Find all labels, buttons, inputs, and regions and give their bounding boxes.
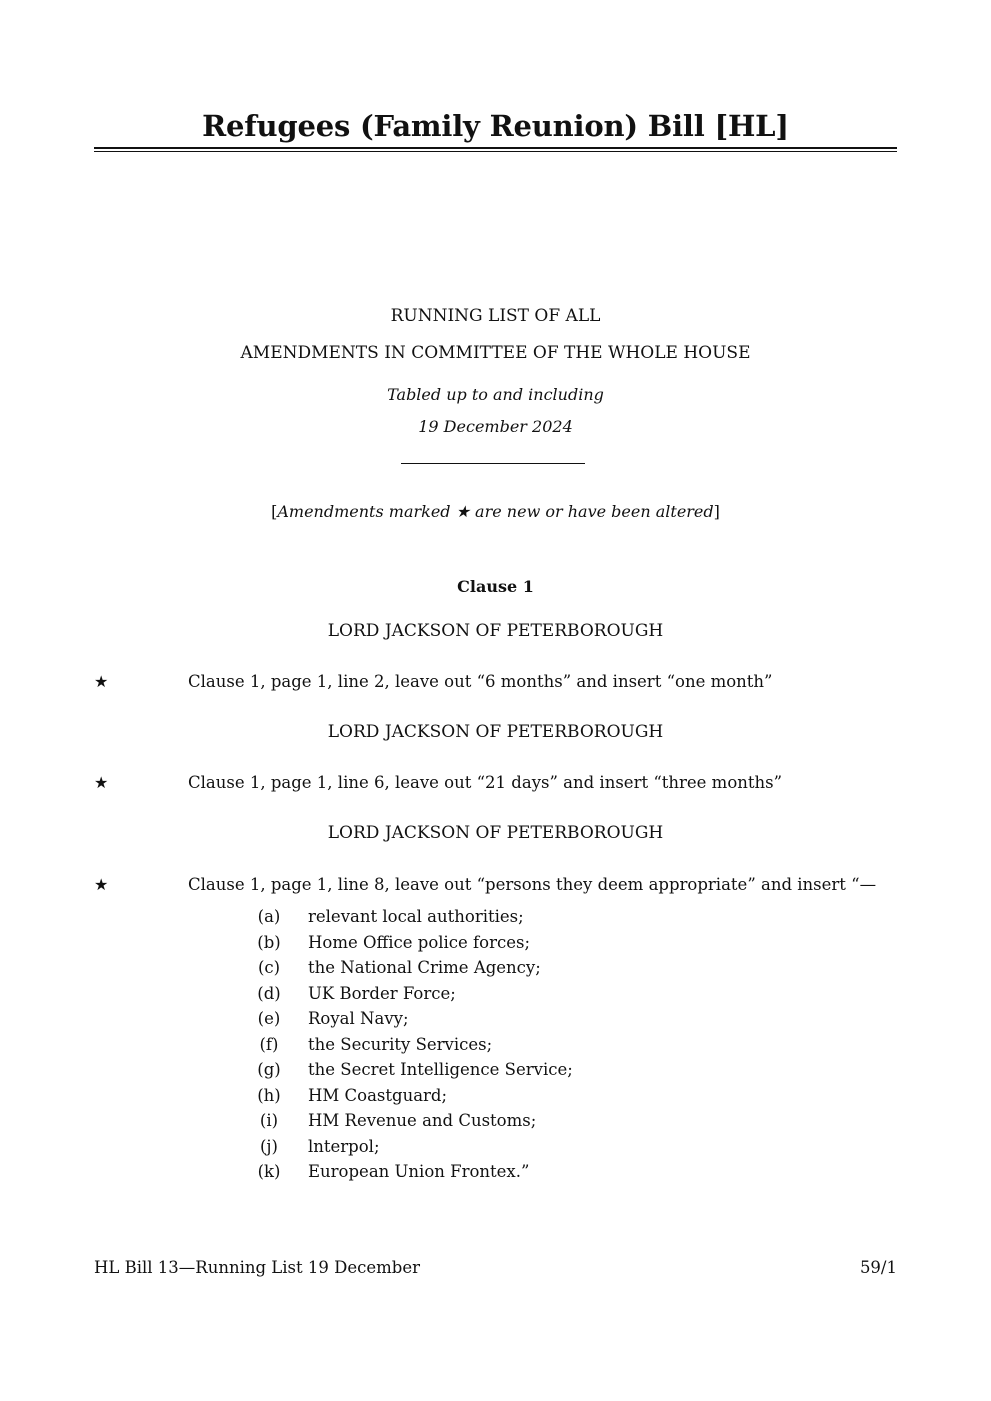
list-item xyxy=(250,1161,529,1186)
amendment-text: Clause 1, page 1, line 6, leave out “21 days” and insert “three months” xyxy=(188,773,783,792)
list-item-letter: (h) xyxy=(257,1086,281,1105)
separator-rule xyxy=(401,463,585,464)
clause-heading: Clause 1 xyxy=(457,577,534,596)
list-item-text: relevant local authorities; xyxy=(308,907,524,926)
list-item xyxy=(250,1110,536,1135)
list-item-letter: (e) xyxy=(257,1009,281,1028)
list-item xyxy=(250,1008,409,1033)
note-text-before: Amendments marked xyxy=(277,502,456,521)
tabled-date: 19 December 2024 xyxy=(418,417,573,436)
list-item xyxy=(250,1136,380,1161)
list-item-letter: (i) xyxy=(259,1111,279,1130)
list-item-text: the Security Services; xyxy=(308,1035,493,1054)
list-item-text: HM Coastguard; xyxy=(308,1086,448,1105)
list-item-letter: (d) xyxy=(257,984,281,1003)
list-item-letter: (j) xyxy=(260,1137,278,1156)
footer-bill-reference: HL Bill 13—Running List 19 December xyxy=(94,1258,420,1277)
star-icon: ★ xyxy=(455,502,470,521)
list-item-text: the Secret Intelligence Service; xyxy=(308,1060,573,1079)
list-item xyxy=(250,1034,492,1059)
list-item-letter: (c) xyxy=(257,958,281,977)
list-item xyxy=(250,1085,447,1110)
list-item-text: European Union Frontex.” xyxy=(308,1162,530,1181)
amendment-text: Clause 1, page 1, line 8, leave out “persons they deem appropriate” and insert “— xyxy=(188,875,877,894)
list-item-text: Home Office police forces; xyxy=(308,933,531,952)
sponsor-name: LORD JACKSON OF PETERBOROUGH xyxy=(327,621,664,641)
list-item-text: HM Revenue and Customs; xyxy=(308,1111,537,1130)
footer-page-number: 59/1 xyxy=(859,1258,897,1277)
bill-title: Refugees (Family Reunion) Bill [HL] xyxy=(202,109,789,143)
list-item xyxy=(250,906,524,931)
sponsor-name: LORD JACKSON OF PETERBOROUGH xyxy=(327,823,664,843)
running-list-heading-line2: AMENDMENTS IN COMMITTEE OF THE WHOLE HOUSE xyxy=(240,343,751,363)
tabled-line1: Tabled up to and including xyxy=(387,385,604,404)
list-item-letter: (g) xyxy=(257,1060,281,1079)
running-list-heading-line1: RUNNING LIST OF ALL xyxy=(390,306,601,326)
note-text-after: are new or have been altered xyxy=(469,502,714,521)
title-rule-thin xyxy=(94,151,897,152)
list-item-text: lnterpol; xyxy=(308,1137,380,1156)
list-item-text: the National Crime Agency; xyxy=(308,958,541,977)
amendment-text: Clause 1, page 1, line 2, leave out “6 months” and insert “one month” xyxy=(188,672,773,691)
sponsor-name: LORD JACKSON OF PETERBOROUGH xyxy=(327,722,664,742)
list-item xyxy=(250,1059,573,1084)
amendment-marker-note xyxy=(94,501,897,523)
title-rule-thick xyxy=(94,147,897,149)
list-item xyxy=(250,983,456,1008)
note-bracket-open: [ xyxy=(271,502,278,521)
list-item-letter: (k) xyxy=(257,1162,281,1181)
list-item-letter: (b) xyxy=(257,933,281,952)
list-item-text: UK Border Force; xyxy=(308,984,456,1003)
star-icon: ★ xyxy=(94,875,109,894)
list-item-letter: (f) xyxy=(259,1035,279,1054)
star-icon: ★ xyxy=(94,773,109,792)
list-item xyxy=(250,957,541,982)
list-item-letter: (a) xyxy=(257,907,281,926)
list-item-text: Royal Navy; xyxy=(308,1009,409,1028)
list-item xyxy=(250,932,530,957)
note-bracket-close: ] xyxy=(713,502,720,521)
star-icon: ★ xyxy=(94,672,109,691)
